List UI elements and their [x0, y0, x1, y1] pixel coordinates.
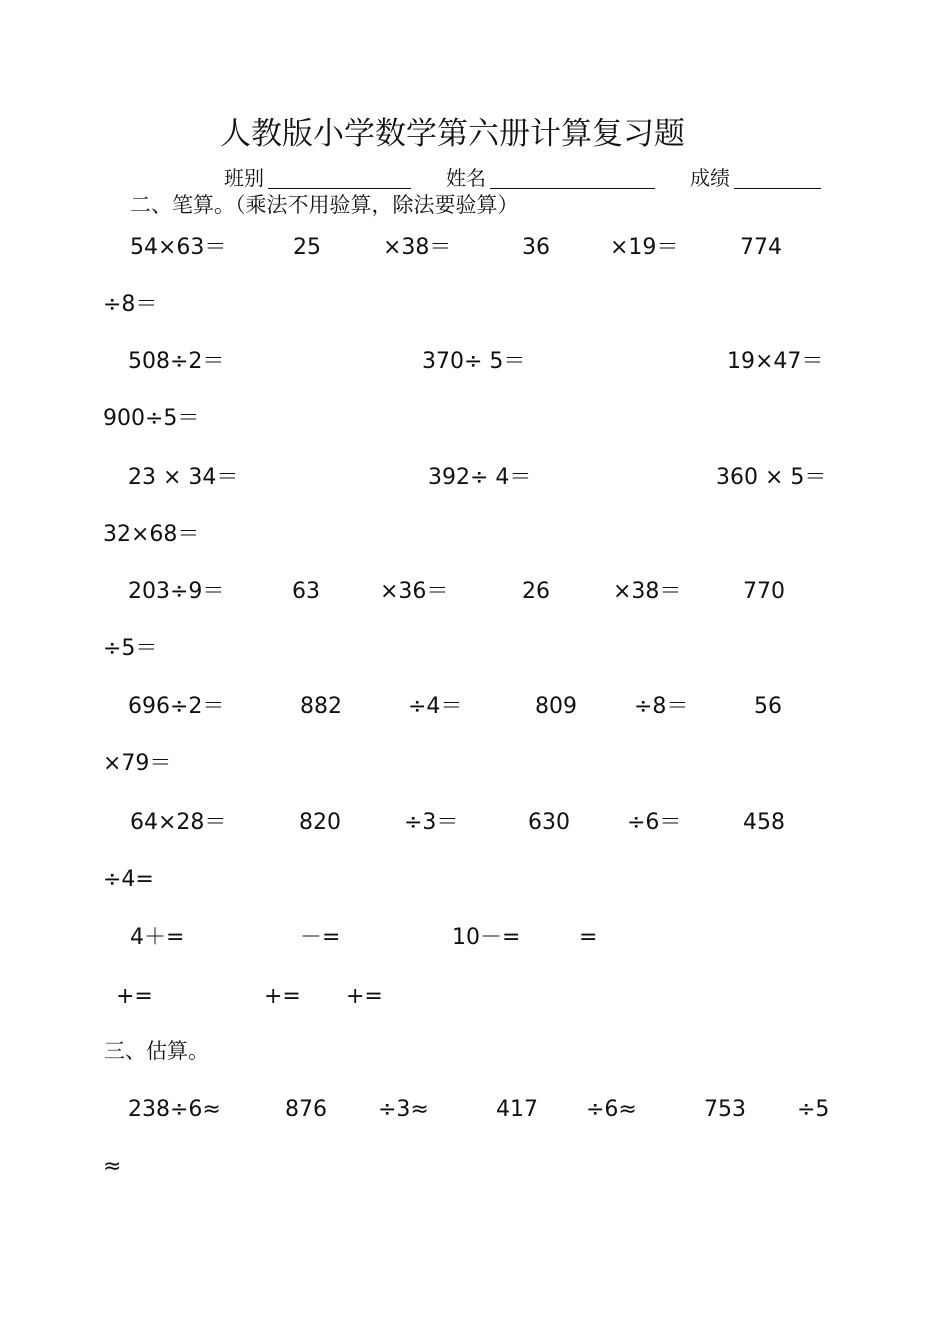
problem: ×79＝: [103, 751, 172, 776]
problem: ÷8＝: [103, 292, 158, 317]
problem: 770: [743, 579, 785, 604]
name-blank: [490, 188, 655, 189]
estimate-problem: 238÷6≈: [128, 1097, 221, 1122]
problem: 392÷ 4＝: [428, 465, 532, 490]
problem: ÷4＝: [408, 694, 463, 719]
class-blank: [268, 188, 411, 189]
problem: ÷8＝: [634, 694, 689, 719]
name-label: 姓名: [446, 166, 486, 190]
problem: 900÷5＝: [103, 406, 200, 431]
problem: 360 × 5＝: [716, 465, 827, 490]
problem: 54×63＝: [130, 235, 227, 260]
problem: 19×47＝: [727, 349, 824, 374]
problem: 56: [754, 694, 782, 719]
problem: 630: [528, 810, 570, 835]
problem: 458: [743, 810, 785, 835]
problem: ×36＝: [380, 579, 449, 604]
problem: 508÷2＝: [128, 349, 225, 374]
problem: 63: [292, 579, 320, 604]
problem: +=: [346, 984, 383, 1009]
estimate-problem: 417: [496, 1097, 538, 1122]
problem: +=: [116, 984, 153, 1009]
problem: 23 × 34＝: [128, 465, 239, 490]
score-blank: [734, 188, 821, 189]
problem: 4＋=: [130, 925, 185, 950]
section-3-heading: 三、估算。: [104, 1039, 209, 1063]
estimate-problem: ÷5: [797, 1097, 830, 1122]
problem: ÷4=: [103, 867, 154, 892]
problem: ×38＝: [383, 235, 452, 260]
class-label: 班别: [224, 166, 264, 190]
problem: 32×68＝: [103, 522, 200, 547]
page-title: 人教版小学数学第六册计算复习题: [220, 116, 685, 152]
estimate-problem: ÷3≈: [378, 1097, 429, 1122]
problem: 774: [740, 235, 782, 260]
problem: =: [579, 925, 598, 950]
estimate-problem: 876: [285, 1097, 327, 1122]
problem: 882: [300, 694, 342, 719]
problem: 809: [535, 694, 577, 719]
problem: ÷5＝: [103, 636, 158, 661]
problem: 10－=: [452, 925, 521, 950]
problem: 25: [293, 235, 321, 260]
estimate-problem: 753: [704, 1097, 746, 1122]
section-2-heading: 二、笔算。（乘法不用验算，除法要验算）: [130, 193, 519, 217]
problem: 36: [522, 235, 550, 260]
problem: 370÷ 5＝: [422, 349, 526, 374]
problem: 64×28＝: [130, 810, 227, 835]
problem: 696÷2＝: [128, 694, 225, 719]
problem: 26: [522, 579, 550, 604]
problem: +=: [264, 984, 301, 1009]
estimate-problem: ÷6≈: [586, 1097, 637, 1122]
problem: ÷3＝: [404, 810, 459, 835]
problem: －=: [300, 925, 341, 950]
problem: ×38＝: [613, 579, 682, 604]
score-label: 成绩: [690, 166, 730, 190]
problem: 820: [299, 810, 341, 835]
problem: 203÷9＝: [128, 579, 225, 604]
problem: ÷6＝: [627, 810, 682, 835]
problem: ×19＝: [610, 235, 679, 260]
estimate-problem: ≈: [103, 1154, 122, 1179]
